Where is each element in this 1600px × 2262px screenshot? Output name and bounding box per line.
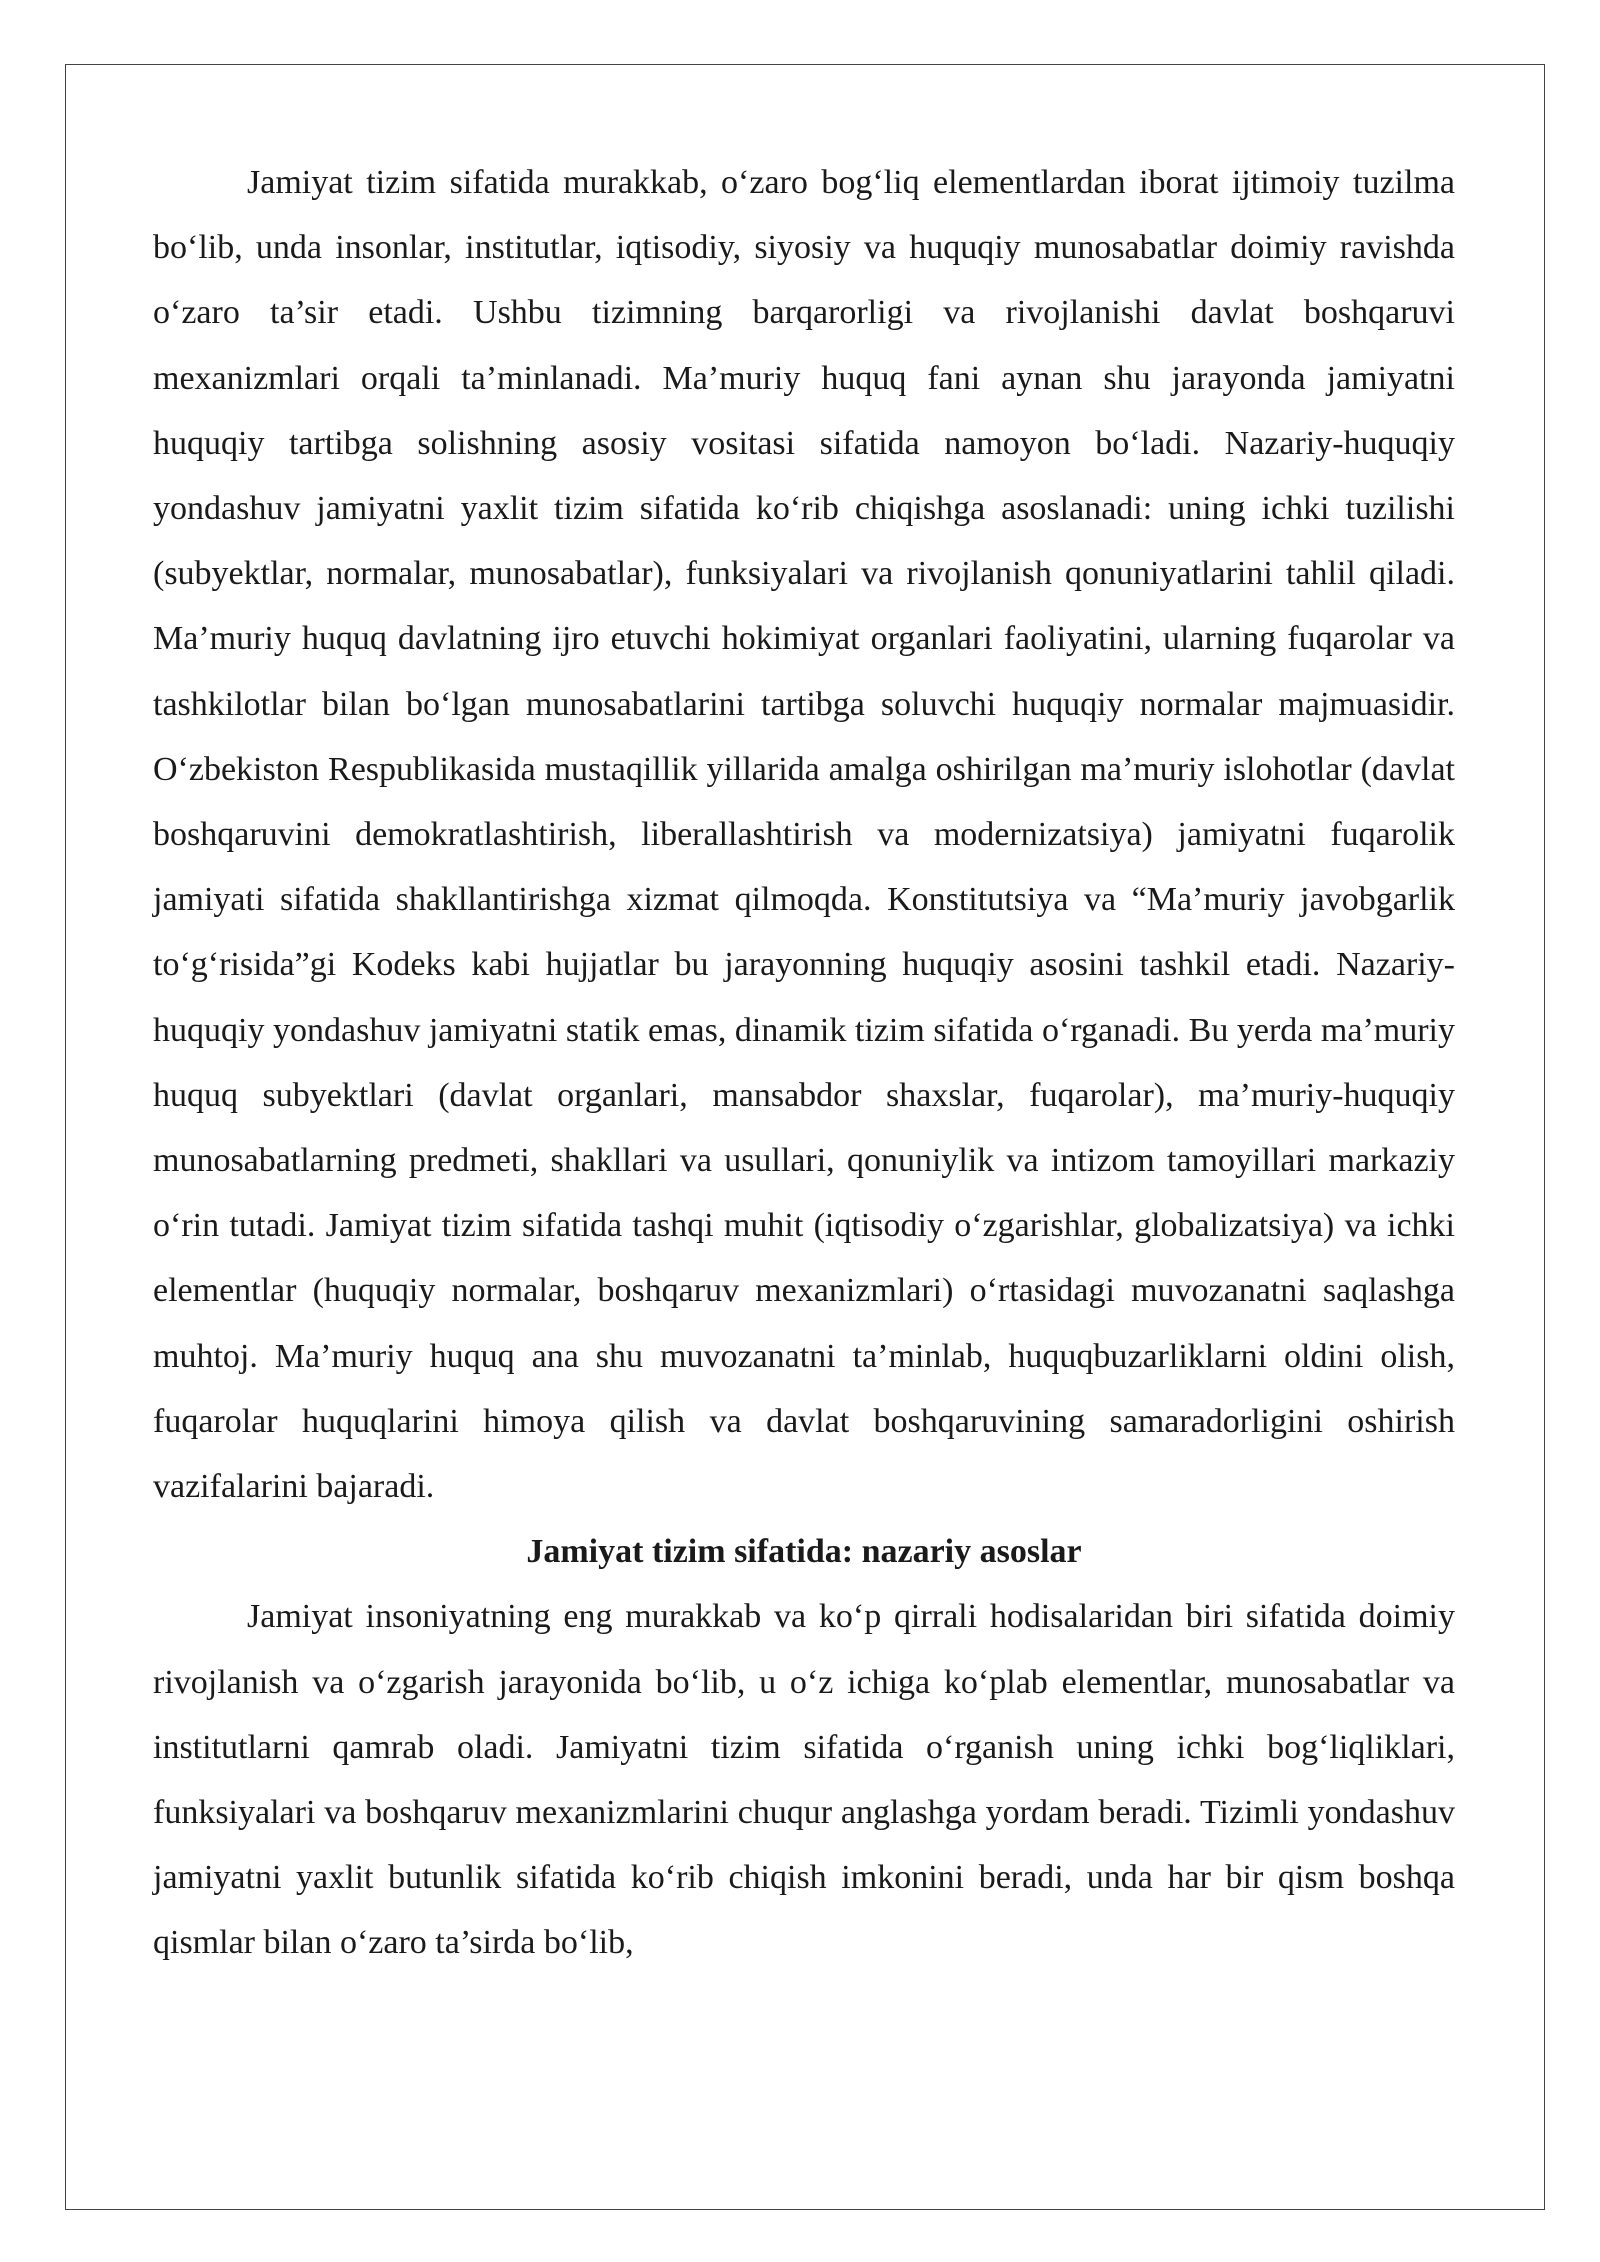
section-heading: Jamiyat tizim sifatida: nazariy asoslar: [526, 1533, 1082, 1571]
paragraph-1: Jamiyat tizim sifatida murakkab, o‘zaro bog‘liq elementlardan iborat ijtimoiy tuzilma bo‘lib, unda insonlar, institutlar, iqtisodiy, siyosiy va huquqiy munosabatlar doimiy ravishda o‘zaro ta’sir etadi. Ushbu tizimning barqarorligi va rivojlanishi davlat boshqaruvi mexanizmlari orqali ta’minlanadi. Ma’muriy huquq fani aynan shu jarayonda jamiyatni huquqiy tartibga solishning asosiy vositasi sifatida namoyon bo‘ladi. Nazariy-huquqiy yondashuv jamiyatni yaxlit tizim sifatida ko‘rib chiqishga asoslanadi: uning ichki tuzilishi (subyektlar, normalar, munosabatlar), funksiyalari va rivojlanish qonuniyatlarini tahlil qiladi. Ma’muriy huquq davlatning ijro etuvchi hokimiyat organlari faoliyatini, ularning fuqarolar va tashkilotlar bilan bo‘lgan munosabatlarini tartibga soluvchi huquqiy normalar majmuasidir. O‘zbekiston Respublikasida mustaqillik yillarida amalga oshirilgan ma’muriy islohotlar (davlat boshqaruvini demokratlashtirish, liberallashtirish va modernizatsiya) jamiyatni fuqarolik jamiyati sifatida shakllantirishga xizmat qilmoqda. Konstitutsiya va “Ma’muriy javobgarlik to‘g‘risida”gi Kodeks kabi hujjatlar bu jarayonning huquqiy asosini tashkil etadi. Nazariy-huquqiy yondashuv jamiyatni statik emas, dinamik tizim sifatida o‘rganadi. Bu yerda ma’muriy huquq subyektlari (davlat organlari, mansabdor shaxslar, fuqarolar), ma’muriy-huquqiy munosabatlarning predmeti, shakllari va usullari, qonuniylik va intizom tamoyillari markaziy o‘rin tutadi. Jamiyat tizim sifatida tashqi muhit (iqtisodiy o‘zgarishlar, globalizatsiya) va ichki elementlar (huquqiy normalar, boshqaruv mexanizmlari) o‘rtasidagi muvozanatni saqlashga muhtoj. Ma’muriy huquq ana shu muvozanatni ta’minlab, huquqbuzarliklarni oldini olish, fuqarolar huquqlarini himoya qilish va davlat boshqaruvining samaradorligini oshirish vazifalarini bajaradi.: [153, 164, 1455, 1506]
paragraph-2: Jamiyat insoniyatning eng murakkab va ko‘p qirrali hodisalaridan biri sifatida doimiy rivojlanish va o‘zgarish jarayonida bo‘lib, u o‘z ichiga ko‘plab elementlar, munosabatlar va institutlarni qamrab oladi. Jamiyatni tizim sifatida o‘rganish uning ichki bog‘liqliklari, funksiyalari va boshqaruv mexanizmlarini chuqur anglashga yordam beradi. Tizimli yondashuv jamiyatni yaxlit butunlik sifatida ko‘rib chiqish imkonini beradi, unda har bir qism boshqa qismlar bilan o‘zaro ta’sirda bo‘lib,: [153, 1598, 1455, 1962]
document-body: [153, 150, 1455, 1976]
